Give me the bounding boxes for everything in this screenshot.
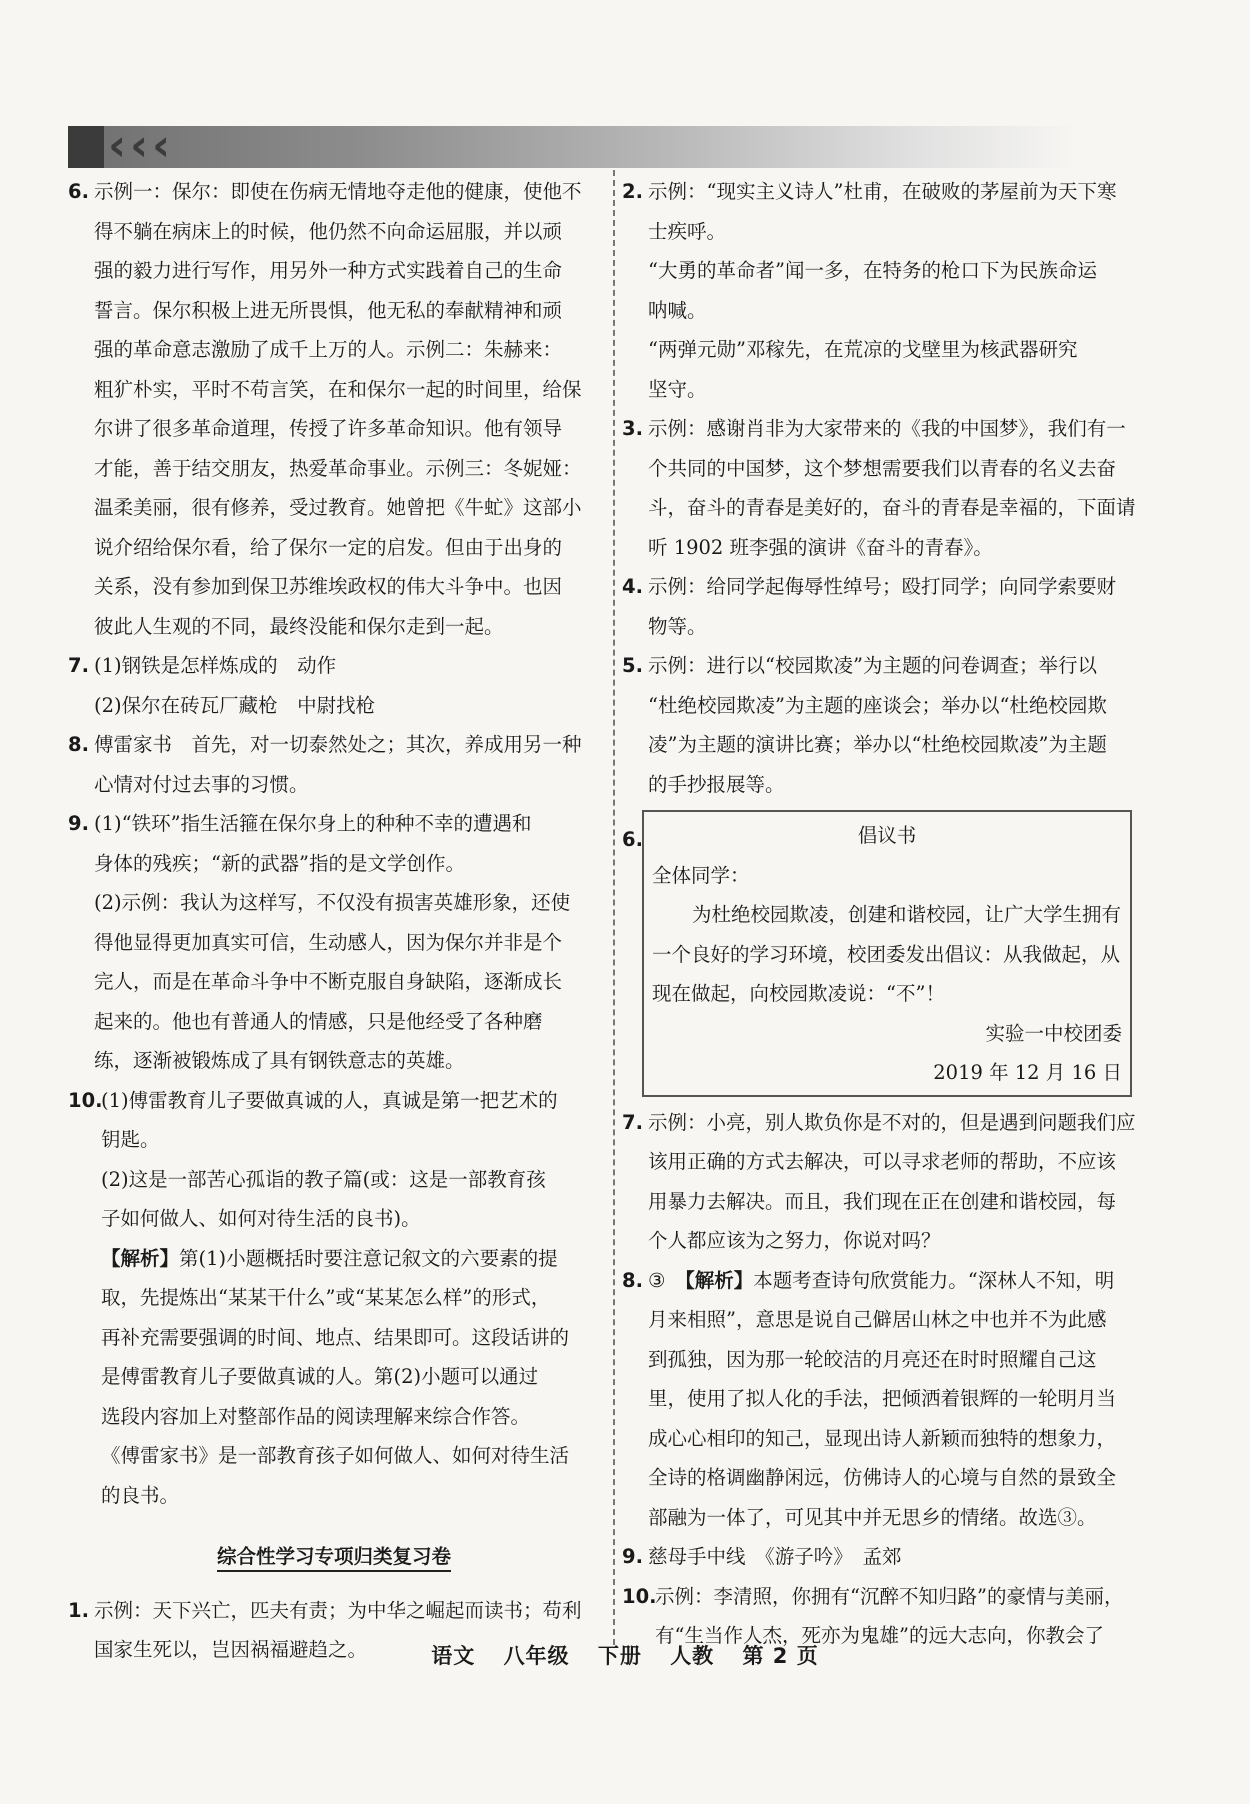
answer-line: 个人都应该为之努力，你说对吗？ [648,1229,941,1252]
answer-line: 完人，而是在革命斗争中不断克服自身缺陷，逐渐成长 [94,970,563,993]
answer-line: 士疾呼。 [648,219,727,243]
chevron-left-icon: ‹ [152,120,171,171]
proposal-greeting: 全体同学： [652,863,750,887]
answer-line: 身体的残疾；“新的武器”指的是文学创作。 [94,851,465,875]
page-footer [0,1640,1250,1670]
answer-line: (1)傅雷教育儿子要做真诚的人，真诚是第一把艺术的 [101,1088,558,1112]
header-block [68,126,104,168]
analysis-label: 【解析】 [101,1246,180,1270]
analysis-line: 成心心相印的知己，显现出诗人新颖而独特的想象力， [648,1426,1117,1450]
answer-line: “大勇的革命者”闻一多，在特务的枪口下为民族命运 [648,259,1097,282]
section-title [68,1537,600,1577]
answer-line: 物等。 [648,614,707,638]
answer-line: 示例：感谢肖非为大家带来的《我的中国梦》，我们有一 [648,417,1126,440]
answer-line: 示例：“现实主义诗人”杜甫，在破败的茅屋前为天下寒 [648,180,1117,203]
answer-choice: ③ [648,1268,685,1292]
chevron-left-icon: ‹ [108,120,127,171]
answer-line: 呐喊。 [648,298,707,322]
answer-line: 有“生当作人杰，死亦为鬼雄”的远大志向，你教会了 [655,1624,1104,1647]
question-number: 6. [68,180,89,203]
section-title-text: 综合性学习专项归类复习卷 [217,1545,451,1572]
answer-3 [622,409,1152,567]
answer-line: 示例：李清照，你拥有“沉醉不知归路”的豪情与美丽， [655,1584,1124,1608]
analysis-line: 全诗的格调幽静闲远，仿佛诗人的心境与自然的景致全 [648,1466,1117,1489]
proposal-date: 2019 年 12 月 16 日 [933,1061,1122,1084]
answer-line: 关系，没有参加到保卫苏维埃政权的伟大斗争中。也因 [94,575,563,598]
answer-line: (2)这是一部苦心孤诣的教子篇(或：这是一部教育孩 [101,1167,546,1191]
answer-line: 说介绍给保尔看，给了保尔一定的启发。但由于出身的 [94,535,563,559]
question-number: 3. [622,417,643,440]
question-number: 7. [68,654,89,677]
answer-line: 示例：进行以“校园欺凌”为主题的问卷调查；举行以 [648,654,1097,677]
answer-10 [68,1081,600,1516]
answer-line: 誓言。保尔积极上进无所畏惧，他无私的奉献精神和顽 [94,298,563,322]
question-number: 6. [622,828,643,851]
question-number: 8. [622,1268,643,1292]
answer-line: 听 1902 班李强的演讲《奋斗的青春》。 [648,535,993,559]
question-number: 2. [622,180,643,203]
answer-line: 示例：小亮，别人欺负你是不对的，但是遇到问题我们应 [648,1110,1136,1134]
analysis-line: 是傅雷教育儿子要做真诚的人。第(2)小题可以通过 [101,1365,539,1388]
footer-edition: 人教 [670,1644,715,1668]
question-number: 8. [68,733,89,756]
answer-line: 练，逐渐被锻炼成了具有钢铁意志的英雄。 [94,1049,465,1072]
answer-line: 粗犷朴实，平时不苟言笑，在和保尔一起的时间里，给保 [94,377,582,401]
answer-6 [68,172,600,646]
header-band [68,120,1078,171]
answer-line: 个共同的中国梦，这个梦想需要我们以青春的名义去奋 [648,456,1117,480]
question-number: 9. [68,812,89,835]
answer-line: 子如何做人、如何对待生活的良书)。 [101,1207,421,1230]
answer-5 [622,646,1152,804]
answer-line: 用暴力去解决。而且，我们现在正在创建和谐校园，每 [648,1189,1117,1213]
question-number: 4. [622,575,643,598]
answer-6 [622,810,1152,1097]
answer-7 [68,646,600,725]
analysis-line: 选段内容加上对整部作品的阅读理解来综合作答。 [101,1404,531,1428]
analysis-line: 的良书。 [101,1483,180,1507]
answer-line: 钥匙。 [101,1128,160,1151]
answer-line: 强的革命意志激励了成千上万的人。示例二：朱赫来： [94,338,563,361]
footer-volume: 下册 [597,1644,642,1668]
answer-7 [622,1103,1152,1261]
analysis-line: 里，使用了拟人化的手法，把倾洒着银辉的一轮明月当 [648,1387,1117,1410]
answer-line: 慈母手中线 《游子吟》 孟郊 [648,1545,902,1568]
analysis-line: 部融为一体了，可见其中并无思乡的情绪。故选③。 [648,1505,1097,1529]
answer-line: 坚守。 [648,377,707,401]
answer-line: 心情对付过去事的习惯。 [94,772,309,796]
analysis-line: 到孤独，因为那一轮皎洁的月亮还在时时照耀自己这 [648,1347,1097,1371]
proposal-title: 倡议书 [857,824,917,847]
right-column [622,172,1152,1656]
left-column [68,172,600,1670]
answer-8 [622,1261,1152,1538]
proposal-box [642,810,1132,1097]
answer-9 [68,804,600,1081]
footer-grade: 八年级 [503,1644,570,1668]
question-number: 10. [622,1584,657,1608]
answer-line: 示例一：保尔：即使在伤病无情地夺走他的健康，使他不 [94,180,582,203]
answer-8 [68,725,600,804]
analysis-line: 《傅雷家书》是一部教育孩子如何做人、如何对待生活 [101,1444,570,1467]
analysis-line: 再补充需要强调的时间、地点、结果即可。这段话讲的 [101,1325,570,1349]
answer-line: 示例：给同学起侮辱性绰号；殴打同学；向同学索要财 [648,575,1117,598]
answer-line: 温柔美丽，很有修养，受过教育。她曾把《牛虻》这部小 [94,496,582,519]
answer-line: 的手抄报展等。 [648,772,785,796]
chevron-left-icon: ‹ [130,120,149,171]
answer-4 [622,567,1152,646]
answer-line: (1)“铁环”指生活箍在保尔身上的种种不幸的遭遇和 [94,812,532,835]
question-number: 5. [622,654,643,677]
answer-line: “杜绝校园欺凌”为主题的座谈会；举办以“杜绝校园欺 [648,693,1107,717]
answer-line: 国家生死以，岂因祸福避趋之。 [94,1638,368,1661]
question-number: 1. [68,1598,89,1622]
answer-line: 起来的。他也有普通人的情感，只是他经受了各种磨 [94,1009,543,1033]
analysis-line: 取，先提炼出“某某干什么”或“某某怎么样”的形式， [101,1286,551,1309]
proposal-signer: 实验一中校团委 [985,1021,1122,1045]
answer-line: 斗，奋斗的青春是美好的，奋斗的青春是幸福的，下面请 [648,496,1136,519]
answer-line: 尔讲了很多革命道理，传授了许多革命知识。他有领导 [94,417,563,440]
answer-line: 彼此人生观的不同，最终没能和保尔走到一起。 [94,614,504,638]
analysis-line [648,1261,1152,1301]
answer-2 [622,172,1152,409]
question-number: 9. [622,1545,643,1568]
analysis-text: 第(1)小题概括时要注意记叙文的六要素的提 [179,1246,558,1270]
answer-line: (2)保尔在砖瓦厂藏枪 中尉找枪 [94,693,376,717]
analysis-text: 本题考查诗句欣赏能力。“深林人不知，明 [753,1268,1115,1292]
answer-9 [622,1537,1152,1577]
footer-subject: 语文 [431,1644,476,1668]
answer-line: (2)示例：我认为这样写，不仅没有损害英雄形象，还使 [94,891,571,914]
answer-line: 得他显得更加真实可信，生动感人，因为保尔并非是个 [94,930,563,954]
answer-line: 才能，善于结交朋友，热爱革命事业。示例三：冬妮娅： [94,456,582,480]
question-number: 10. [68,1088,103,1112]
column-divider [613,170,615,1645]
answer-line: (1)钢铁是怎样炼成的 动作 [94,654,337,677]
footer-page-number: 第 2 页 [742,1644,819,1668]
answer-line: 示例：天下兴亡，匹夫有责；为中华之崛起而读书；苟利 [94,1598,582,1622]
analysis-label: 【解析】 [684,1268,754,1292]
answer-line: 凌”为主题的演讲比赛；举办以“杜绝校园欺凌”为主题 [648,733,1107,756]
answer-line: 强的毅力进行写作，用另外一种方式实践着自己的生命 [94,259,563,282]
answer-line: 傅雷家书 首先，对一切泰然处之；其次，养成用另一种 [94,733,582,756]
answer-line: 得不躺在病床上的时候，他仍然不向命运屈服，并以顽 [94,219,563,243]
analysis-line [101,1239,600,1279]
answer-line: 该用正确的方式去解决，可以寻求老师的帮助，不应该 [648,1150,1117,1173]
question-number: 7. [622,1110,643,1134]
answer-line: “两弹元勋”邓稼先，在荒凉的戈壁里为核武器研究 [648,338,1078,361]
proposal-body: 为杜绝校园欺凌，创建和谐校园，让广大学生拥有一个良好的学习环境，校团委发出倡议：从我做起，从现在做起，向校园欺凌说：“不”！ [652,903,1122,1005]
analysis-line: 月来相照”，意思是说自己僻居山林之中也并不为此感 [648,1308,1107,1331]
